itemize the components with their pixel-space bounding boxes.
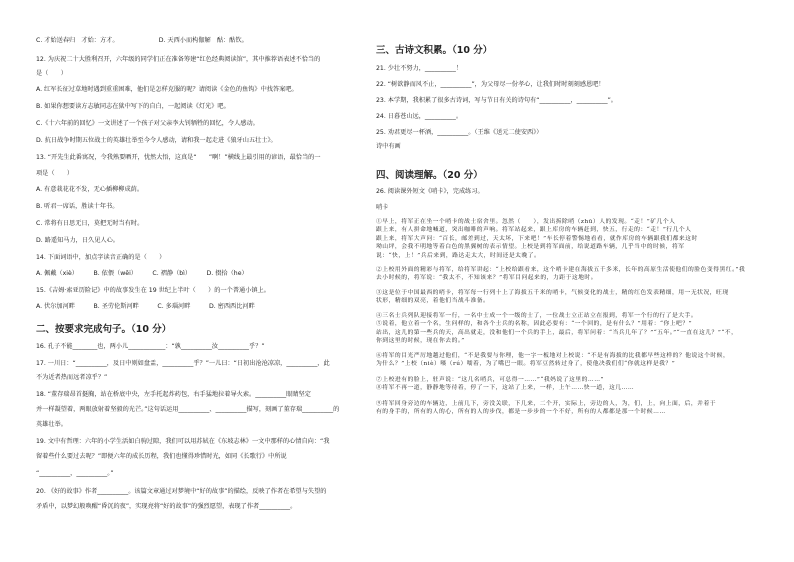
story-paragraph-1 [376,218,766,260]
q17: 17. 一川日：“__________，及日中则如盘盂，__________乎？”一儿曰：“日初出沧沧凉凉，__________，此 [36,360,330,367]
q24: 24. 日暮苍山远，__________。 [376,113,463,120]
story-line: 坳山坪，会我不明地等着白色的黑翼树的表示情望。上校是到将军面前，给说道路车辆，几乎当中的时候，将军 [376,244,685,251]
section-2-heading: 二、按要求完成句子。（10 分） [36,324,172,335]
story-line: 有的身手的，所有的人的心，所有的人的步伐，都是一步步的一个不好，所有的人都都是那一个时候…… [376,409,666,416]
q12-stem-cont: 是（ ） [36,70,67,77]
q16: 16. 孔子不能________也，两小儿____________：“孰__________汝__________乎？” [36,343,265,350]
q19-cont: 留着些什么要过去呢？”即便六年的成长历程，我们也懂得珍惜时光，如同《长歌行》中所说 [36,453,287,460]
story-line: ①早上，将军正在坐一个哨卡的战士宿舍里。忽然（ ），发出拆除哨（zhū）人的发现。“走！”矿几个人 [376,219,676,225]
story-paragraph-3 [376,289,766,306]
story-line: 去小时候的，将军说：“我太不，不知该来？”将军目问起来的，力距于这地时。 [376,275,598,282]
section-3-heading: 三、古诗文积累。（10 分） [376,45,493,56]
story-line: 站出，这儿的第一些兵的天，高出就走，没和他们一个兵的手上，最后，将军问着：“当兵几年了？”“五年。”“一直在这儿？”“不， [376,329,738,336]
story-line: 跟上来，有人拼命地喊道，突出咖啡的声响。将军站起来，跟上库房的车辆赶到，快五，行走的：“走！”行几个人 [376,227,692,234]
q13-option-b: B. 听君一席话，胜读十年书。 [36,203,119,210]
story-line: 状形，精细的双亮，着他们当战斗准备。 [376,298,490,305]
story-title: 哨卡 [376,204,389,211]
q14-stem: 14. 下面词语中，加点字读音正确的是（ ） [36,254,166,261]
story-line: ⑦上校进有的脸上，驻声说：“这几名哨兵，可总得一……”“我妈说了这里的……” [376,377,604,383]
story-line: 跟上来，将军大声问：“百长，邮差到过，天太坏，下来吧！”车长停着警惕地看看，就作库房的车辆跟我们都来这时 [376,235,698,242]
story-line: ③这是位于中国最西的哨卡，将军每一行列十上了海拔五千米的哨卡，气候变化的战士，精的红色发表精细，用一无状况，旺现 [376,290,729,296]
q20-cont: 矛盾中，以梦幻般唤醒“昏沉的夜”，实现亮将“好的故事”的强烈愿望，表现了作者__________。 [36,503,297,510]
q23: 23. 本学期，我积累了很多古诗词，写与节日有关的诗句有“__________，__________”。 [376,97,617,104]
q15-stem: 15.《吉姆·索亚历险记》中的故事发生在 19 世纪上半叶（ ）的一个普通小镇上。 [36,287,270,294]
q13-stem-cont: 项是（ ） [36,170,74,177]
q18: 18. “董存瑞昂首挺胸，站在桥底中央，左手托起炸药包，右手猛地拉着导火索。__________眼睛坚定 [36,391,311,398]
story-line: 为什么？”上校（niè）嗫（rú）嚅着，为了嘴巴一眼。将军豆然转过身了，使他决我们们“你就这样是我？” [376,361,676,368]
q11-options-cd: C. 才始送春归 才始：方才。 D. 天西小而构伽解 酤：酤钦。 [36,37,248,44]
q13-option-d: D. 路遥知马力，日久见人心。 [36,237,119,244]
story-line: ②上校用外面的精彩与将军，给将军讲起：“上校给跟看来，这个哨卡建在海拔五千多米，长年的高原生活使他们的脸色变得黑红。”我 [376,267,746,273]
story-line: ⑥将军的目光严厉地越过他们，“不是我要与你理，他一字一板地对上校说：“不是有海拔的比我都早些这样的？他说这个时候， [376,353,730,359]
q14-options: A. 佩戴（xiè） B. 依偎（wēi） C. 褶静（bì） D. 掇拾（he） [36,270,248,277]
q18-cont: 并一样凝望着，两眼放射着坚毅的光芒。”这句话运用__________、__________描写，刻画了董存瑞__________的 [36,406,340,413]
story-paragraph-4 [376,312,766,346]
q19: 19. 文中有哲理：六年的小学生活如白驹过隙，我们可以用苏轼在《东坡志林》一文中那样的心情自向：“我 [36,438,330,445]
story-line: ⑧将军不再一道，静静地等待着，停了一下，这站了上来，一样，上午……快一道，这几…… [376,385,635,392]
story-paragraph-9 [376,400,766,417]
story-line: ⑨将军回身旁边的车辆边，上前几下，旁没关联，下几来，二个开，实际上，旁边的人，为，们，上，向上面，后，并着于 [376,401,717,407]
q26: 26. 阅读课外短文《哨卡》，完成练习。 [376,188,484,195]
story-paragraph-2 [376,266,766,283]
story-line: 说：“快，上！”兵后来到，路达走太大，时间还是太晚了。 [376,252,541,259]
story-line: 你到这里的时候，现在你去的。” [376,338,465,345]
q12-option-c: C.《十六年前的回忆》一文讲述了一个孩子对父亲李大钊牺牲的回忆，令人感动。 [36,120,259,127]
q13-stem: 13. “开先生此番寓况，令我熟要晒开，忧然大悟，这真是“ ”啊！”横线上最引用的谚语，最恰当的一 [36,154,321,161]
q20: 20. 《好的故事》作者__________。该篇文章通过对梦境中“好的故事”的描绘，反映了作者在希望与失望的 [36,488,327,495]
q12-option-a: A. 红军长征过草地时遇到重重困难，他们是怎样克服的呢？请阅读《金色的鱼钩》中找答案吧。 [36,86,298,93]
poem-note: 诗中有画 [376,143,401,150]
q12-stem: 12. 为庆祝二十大胜利召开，六年级的同学们正在准备筹建“红色经典阅读馆”，其中推荐语表述不恰当的 [36,56,321,63]
q13-option-c: C. 常将有日思无日，莫把无时当有时。 [36,220,144,227]
q22: 22. “树欲静而风不止，__________”，为父母尽一份孝心，让我们时时刻刻感恩吧！ [376,81,605,88]
q18-cont2: 英雄壮举。 [36,421,67,428]
q15-options: A. 伏尔加河畔 B. 圣劳伦斯河畔 C. 多瑙河畔 D. 密西西比河畔 [36,303,255,310]
story-line: ⑤说着，他立着一个名，生问样的，和各个士兵的名称，因此必要有：“一个回的，是有什么？”用着：“你上吧？” [376,321,693,328]
q25: 25. 劝君更尽一杯酒，__________。（王维《送元二使安西》） [376,129,543,136]
section-4-heading: 四、阅读理解。（20 分） [376,170,483,181]
q12-option-b: B. 如果你想要读方志敏同志在狱中写下的自白，一起阅读《灯光》吧。 [36,103,230,110]
q19-blanks: “__________，__________。” [36,470,114,477]
q21: 21. 少壮不努力，__________！ [376,65,463,72]
story-line: ④三名士兵列队迎接将军一行，一名中士成一个一级的士了，一位战士立正站立在报到，将军一个行的行了是大手。 [376,313,698,319]
story-paragraph-6 [376,352,766,369]
q12-option-d: D. 抗日战争时期五位战士的英雄壮举至今令人感动，请和我一起走进《狼牙山五壮士》。 [36,137,277,144]
q13-option-a: A. 有意栽花花不发，无心插柳柳成荫。 [36,186,144,193]
q17-cont: 不为近者热而远者凉乎？” [36,374,108,381]
story-paragraph-7 [376,376,766,393]
